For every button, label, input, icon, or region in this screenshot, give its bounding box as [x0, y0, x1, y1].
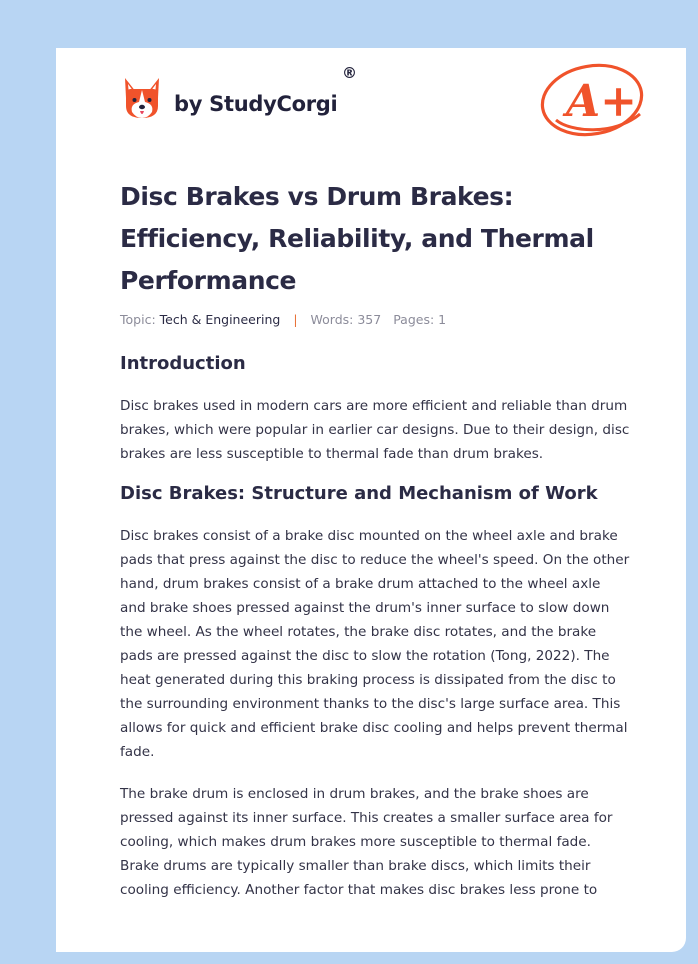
paragraph-disc-brakes-2: The brake drum is enclosed in drum brakes, and the brake shoes are pressed against its inner surface. This creates a smaller surface area for cooling, which makes drum brakes more susceptible to thermal fade. Brake drums are typically smaller than brake discs, which limits their cooling efficiency. Another factor that makes disc brakes less prone to	[120, 786, 613, 898]
a-plus-grade-icon	[536, 58, 648, 140]
topic-label: Topic:	[120, 312, 156, 327]
topic-link[interactable]: Tech & Engineering	[159, 312, 281, 327]
brand-name: by StudyCorgi	[174, 92, 338, 116]
section-heading-disc-brakes: Disc Brakes: Structure and Mechanism of Work	[120, 483, 598, 504]
paragraph-disc-brakes-1: Disc brakes consist of a brake disc mounted on the wheel axle and brake pads that press against the disc to reduce the wheel's speed. On the other hand, drum brakes consist of a brake drum attached to the wheel axle and brake shoes pressed against the drum's inner surface to slow down the wheel. As the wheel rotates, the brake disc rotates, and the brake pads are pressed against the disc to slow the rotation (Tong, 2022). The heat generated during this braking process is dissipated from the disc to the surrounding environment thanks to the disc's large surface area. This allows for quick and efficient brake disc cooling and helps prevent thermal fade.	[120, 528, 630, 760]
section-heading-introduction: Introduction	[120, 353, 246, 374]
studycorgi-logo[interactable]	[122, 76, 337, 122]
essay-body	[120, 350, 630, 902]
page-title: Disc Brakes vs Drum Brakes: Efficiency, Reliability, and Thermal Performance	[120, 182, 594, 295]
paragraph-introduction: Disc brakes used in modern cars are more efficient and reliable than drum brakes, which were popular in earlier car designs. Due to their design, disc brakes are less susceptible to thermal fade than drum brakes.	[120, 398, 630, 462]
page-count: Pages: 1	[393, 312, 447, 327]
corgi-icon	[122, 76, 162, 122]
document-page	[56, 48, 686, 952]
registered-mark: ®	[342, 64, 357, 82]
word-count: Words: 357	[310, 312, 382, 327]
essay-meta	[120, 312, 446, 327]
meta-separator: |	[293, 312, 298, 327]
grade-text: A+	[566, 76, 638, 127]
